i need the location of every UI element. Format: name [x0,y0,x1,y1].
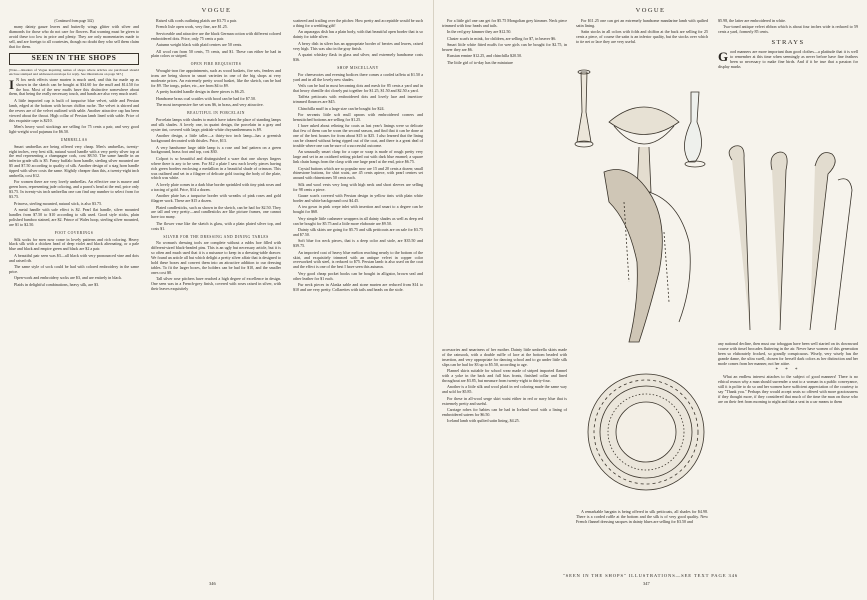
dropcap: G [718,49,729,65]
paragraph: Open-work and embroidery socks are $3, and are entirely in black. [14,275,123,281]
paragraph: Iceland lamb with quilted satin lining, $4.25. [447,418,520,424]
paragraph: Plated candlesticks, such as shown in the sketch, can be had for $2.50. They are tall and very pretty—and candlesticks are like picture frames, one cannot have too many. [151,204,281,220]
paragraph: I have asked about relining fur coats as last year's linings were so delicate that few of them can be worn the second season, and find that it can be done at one of the best houses for from about $15 to $25. I also learned that the lining can be cleaned without being ripped out of the coat, and there is a great deal of trouble where one can be sure of a successful outcome. [293,123,423,148]
paragraph: What an endless interest attaches to the subject of good manners! There is no ethical reason why a man should surrender a seat to a woman in a public conveyance, still it is polite to do so and her women have sufficient appreciation of the courtesy to say "Thank you." Perhaps they would accept seats so offered with more graciousness if they thought more, if they considered that much of the time the man on those who are on their feet from morning to night and that a seat in a car means to them [718,374,858,404]
paragraph: A little imported cap is built of turquoise blue velvet, sable and Persian lamb, edged at the bottom with brown chiffon ruche. The velvet is shirred and the revers are of the velvet outlined with sable. Another attractive cap has been viewed about the throat. High collar of Persian lamb lined with sable. Price of this exquisite cape is $210. [9,97,139,123]
illustration-lamp-and-fur [569,52,719,352]
paragraph: Serviceable and attractive are the black German cotton with different colored embroidered dots. Price, only 75 cents a pair. [151,30,281,41]
paragraph: A remarkable bargain is being offered in silk petticoats, all shades for $4.98. There is a corded ruffle at the bottom and the silk is of very good quality. New French flannel dressing sacques in dainty blues are selling for $3.50 and [576,509,708,524]
paragraph: Two-toned antique velvet ribbon which is about four inches wide is reduced to 59 cents a yard, formerly 85 cents. [718,24,858,35]
paragraph: Russian ermine $12.25, and chinchilla $20.50. [447,53,523,59]
running-head-right: VOGUE [635,7,666,14]
right-column-2-lower [576,510,708,526]
paragraph: Crystal buttons which are so popular now are 15 and 20 cents a dozen; small rhinestone buttons, for shirt waist, are 45 cents apiece, with pearl centres set around with rhinestones 50 cents each. [293,165,423,181]
running-head-left: VOGUE [201,7,232,14]
paragraph: A tea gown in pink crepe inlet with insertion and smart to a degree can be bought for $68. [293,204,423,215]
left-column-3 [293,19,423,294]
paragraph: In the red grey kimmer they are $12.50. [447,29,512,35]
right-column-1-lower [442,348,567,426]
paragraph: Carriage robes for babies can be had in Iceland wool with a lining of embroidered sateen for $6.50. [442,406,567,417]
paragraph: Dainty silk skirts are going for $5.75 and silk petticoats are on sale for $3.75 and $7.50. [293,227,423,237]
continued-note: (Continued from page 342) [54,19,94,23]
paragraph: Flannel skirts suitable for school wear made of striped imported flannel with a yoke in the back and full bias fronts, finished collar and lined throughout are $3.85, but measure from twenty-eight to thirty-four. [442,368,567,383]
paragraph: No woman's dressing tools are complete without a rubbs hoe filled with different-sized black-headed pins. This is an ugly but necessary article, but it is so often and much used that it is a nuisance to keep in a dressing-table drawer. We found an article all but which delight a pretty silver affair that is designed to hold these boxes and convert them into an attractive addition to our dressing tables. To fit the larger boxes, the holders can be had for $10, and the smaller ones cost $8. [151,240,281,275]
paragraph: Tall silver rose pitchers have reached a high degree of excellence in design. One seen was in a French-grey finish, covered with roses raised in silver, with their leaves exquisitely [151,276,281,292]
paragraph: A very handsome large table lamp is a rose and leaf pattern on a green background, brass foot and top, cost $30. [151,144,281,155]
right-column-3 [718,19,858,71]
paragraph: Porcelain lamps with shades to match have taken the place of standing lamps and silk shades. A lovely one, in quaint design, the porcelain in a gray and oyster tint, covered with large, pinkish-white chrysanthemums is $9. [151,117,281,132]
paragraph: Handsome brass coal scuttles with hood can be had for $7.50. [156,95,257,101]
illustration-decorative-plate [584,370,709,495]
paragraph: Chinchilla muff in a large size can be bought for $24. [298,105,385,111]
right-column-3-lower [718,342,858,406]
editor-note: [Note.—Readers of Vogue inquiring names of shops where articles are purchased should enclose stamped and addressed envelope for reply. See illustrations on page 347.] [9,67,139,77]
paragraph: For cheesecotes and evening bodices there comes a corded taffeta at $1.50 a yard and in all the lovely new shades. [293,71,423,82]
paragraph: $5.98, the latter are embroidered in white. [718,18,786,23]
paragraph: The little girl of to-day has the miniature [447,59,513,65]
left-column-2 [151,19,281,294]
paragraph: Raised silk cords outlining plaids are $3.75 a pair. [156,18,237,23]
left-column-1 [9,19,139,289]
paragraph: Very simple little cashmere wrappers in all dainty shades as well as deep red can be bought for $5.75 and a little more elaborate are $9.50. [293,215,423,226]
right-column-2 [576,19,708,47]
subheading: SHOP MISCELLANY [337,65,379,70]
paragraph: For women there are very lovely umbrellas. An effective one is mauve and green horn, representing jade coloring, and a parrot's head at the end, price only $3.75. In twenty-six inch umbrellas one can find any number to select from for $3.75. [9,179,139,200]
paragraph: Autumn weight black with plaid centres are 50 cents. [156,42,243,48]
paragraph: Smart umbrellas are being offered very cheap. Men's umbrellas, twenty-eight inches, very best silk, natural wood handle with a very pretty silver top at the end representing a champagne cork, cost $8.50. The same handle in an inferior grade silk is $5. Fancy buffalo horn handle, sterling silver mounted are $5 and $7.50 according to quality of silk. Another design of a stag horn handle tipped with silver costs the same. Slightly cheaper than this, a twenty-eight inch umbrella, cost $12. [9,143,139,179]
paragraph: Another is a little silk and wool plaid in red coloring made the same way and sold for $5.85. [442,384,567,395]
paragraph: Another plate has a turquoise border with wreaths of pink roses and gold filagree work. These are $15 a dozen. [151,193,281,204]
paragraph: For a little girl one can get for $5.75 Mongolian grey kimmer. Neck piece trimmed with four heads and tails. [442,18,567,28]
paragraph: French lisle open work, very fine, are $1.25. [156,24,228,30]
page-number-left: 346 [209,581,216,586]
paragraph-lead: I N fox neck effects stone marten is much used, and this fur made up as shown in the sketch can be bought at $34.60 for the muff and $14.50 for the boa. Most of the new muffs have this distinctive somewhere about them, that being the really necessary touch, and bands are also very much used. [9,76,139,97]
paragraph: Smart little white fitted muffs for wee girls can be bought for $2.75, in beaver they are $6. [442,42,567,53]
paragraph: Men's heavy wool stockings are selling for 75 cents a pair, and very good light-weight wool pajamas for $6.50. [9,123,139,134]
paragraph: A lovely plate comes in a dark blue border sprinkled with tiny pink roses and a tracing of gold. Price, $14 a dozen. [151,181,281,192]
paragraph: Princess, sterling mounted, natural stick, is also $3.75. [14,200,103,206]
paragraph: Taffeta petticoats with embroidered dots and lovely lace and insertion-trimmed flounces are $45. [293,94,423,105]
illustration-umbrella-handles [720,140,860,340]
paragraph: A metal handle with safe effect is $2. Pearl flat handle, silver mounted handles from $7.50 to $10 according to silk used. Good style sticks, plain polished bamboo stained, are $2. Prince of Wales hoop, sterling silver mounted, are $1 to $2.50. [9,207,139,227]
paragraph: An asparagus dish has a plain body, with that beautiful open border that is so dainty for table silver. [293,29,423,40]
paragraph: For these in all-wool serge skirt waist either in red or navy blue that is extremely pretty and useful. [442,395,567,406]
paragraph: The flower vase like the sketch is glass, with a plain plated silver top, and costs $1. [151,220,281,231]
paragraph: Wrought-iron fire appointments, such as wood baskets, fire sets, fenders and irons are being shown in smart varieties in one of the big shops at very moderate prices. An extremely pretty wood basket, like the sketch, can be had for $9. The tongs, poker, etc., are from $4 to $9. [151,68,281,88]
paragraph: For servants little soft mull aprons with embroidered corners and hemstitched bottoms are selling for $1.25. [293,112,423,122]
paragraph: many dainty gauze leaves and butterfly wings glitter with silver and diamonds for those who do not care for flowers. But warning must be given to avoid these too low in price and plenty. They are only momentaries made to sell, and are foreign to all courtesies, though no doubt they who sell them claim that for them. [9,24,139,50]
right-column-1 [442,19,567,67]
right-page [434,0,867,600]
dropcap: I [9,76,15,92]
paragraph: A pretty braided handle design in three pieces is $6.25. [156,89,245,95]
paragraph: Soft blue fox neck pieces, that is a deep color and stole, are $35.50 and $39.75. [293,238,423,249]
strays-title: STRAYS [771,39,805,47]
section-title: SEEN IN THE SHOPS [31,52,117,62]
paragraph: An unusually smart clasp for a cape or wrap is made of rough pretty very large and set in an oxidized setting picked out with dark blue enamel; a square link chain hangs from the clasp with one large pearl at the end, price $6.75. [293,149,423,165]
subheading: SILVER FOR THE DRESSING AND DINING TABLES [163,234,269,239]
paragraph: any national decline, then must our toboggan have been well started on its downward course with tinsel brocades fluttering in the air. Never have women of this generation been so elaborately frocked, so grandly conspicuous. Wisely, very wisely has the grande dame, the ultra swell, chosen for herself dark colors as her distinction and her mode comes from her manner, not her attire. [718,341,858,366]
seen-in-the-shops-title-box [9,53,139,65]
paragraph-lead: Good manners are more important than good clothes—a platitude that it is well to remember at this time when seemingly as never before have fine feathers been so necessary to make fine birds. And if it be true that a passion for display marks [718,49,858,69]
paragraph: All wool run from 50 cents, 75 cents, and $1. These can either be had in plain colors or striped. [151,48,281,59]
paragraph: For $11.25 one can get an extremely handsome mandarine lamb with quilted satin lining. [576,18,708,28]
paragraph: A beautiful pair seen was $3—all black with very pronounced vine and dots and raised rib. [9,252,139,263]
subheading: UMBRELLAS [60,137,88,142]
page-number-right: 347 [643,581,650,586]
subheading: OPEN FIRE REQUISITES [190,62,242,67]
paragraph: Satin stocks in all colors with folds and chiffon at the back are selling for 25 cents a piece, of course the satin is an inferior quality, but the stocks over which to tie net or lace they are very useful. [576,29,708,45]
paragraph: The same style of sock could be had with colored embroidery in the same price. [9,264,139,274]
paragraph: Silk socks for men now come in lovely patterns and rich coloring. Heavy black silk with a chicken head of deep violet and black alternating, or a pale blue and black and empire green and black are $2 a pair. [9,236,139,252]
subheading: FOOT COVERINGS [54,230,94,235]
paragraph: Silk and wool vests very long with high neck and short sleeves are selling for 98 cents a piece. [293,181,423,192]
section-break: * * * [775,367,801,373]
paragraph: A quaint whiskey flask in glass and silver, and extremely handsome costs $36. [293,51,423,62]
paragraph: accessories and smartness of her mother. Dainty little umbrella skirts made of the rainsook, with a double ruffle of lace at the bottom beaded with insertion, and very appropriate for dancing school and to go under little silk slips can be had for $3 up to $5.50, according to age. [442,347,567,367]
paragraph: A berry dish in silver has an appropriate border of berries and leaves, raised very high. This was also in the gray finish. [293,40,423,51]
paragraph: Gauze scarfs covered with Persian design in yellow tints with plain white border and white background cost $4.45. [293,193,423,203]
paragraph: scattered and trailing over the pitcher. How pretty and acceptable would be such a thing for a wedding gift! [293,18,423,28]
paragraph: Plaids in delightful combinations, heavy silk, are $3. [14,281,100,287]
illustrations-caption: "SEEN IN THE SHOPS" ILLUSTRATIONS—SEE TEXT PAGE 346 [562,573,739,578]
paragraph: Very good cheap pocket books can be bought in alligator, brown seal and other leather for $1 each. [293,270,423,281]
subheading: BEAUTIFUL IN PORCELAIN [187,111,245,116]
paragraph: Colport is so beautiful and distinguished a ware that one always lingers where there is any to be seen. For $12 a plate I saw each lovely pieces having rich green borders enclosing a medallion in a beautiful shade of crimson. This was outlined and set in a filagree of delicate gold tracing the body of the plate, which was white. [151,155,281,181]
paragraph: Another design, a little taller—a thirty-two inch lamp—has a greenish background decorated with thistles. Price, $13. [151,133,281,144]
paragraph: Veils can be had in most becoming dots and mesh for 85 cents a yard and in that heavy chenille dot closely put together for $1.25, $1.50 and $2.50 a yard. [293,82,423,93]
paragraph: Cluster scarfs in mink, for children, are selling for $7, in beaver $6. [447,35,557,41]
paragraph: The most inexpensive fire set was $6, in brass, and very attractive. [156,102,264,108]
paragraph: Fur neck pieces in Alaska sable and stone marten are reduced from $14 to $10 and are very pretty. Collarettes with tails and heads on the stole. [293,282,423,292]
paragraph: An imported coat of heavy blue melton reaching nearly to the bottom of the skirt, and exquisitely trimmed with an antique velvet in copper color overworked with steel, is reduced to $75. Persian lamb is also used on the coat and the effect is one of the best I have seen this autumn. [293,249,423,270]
